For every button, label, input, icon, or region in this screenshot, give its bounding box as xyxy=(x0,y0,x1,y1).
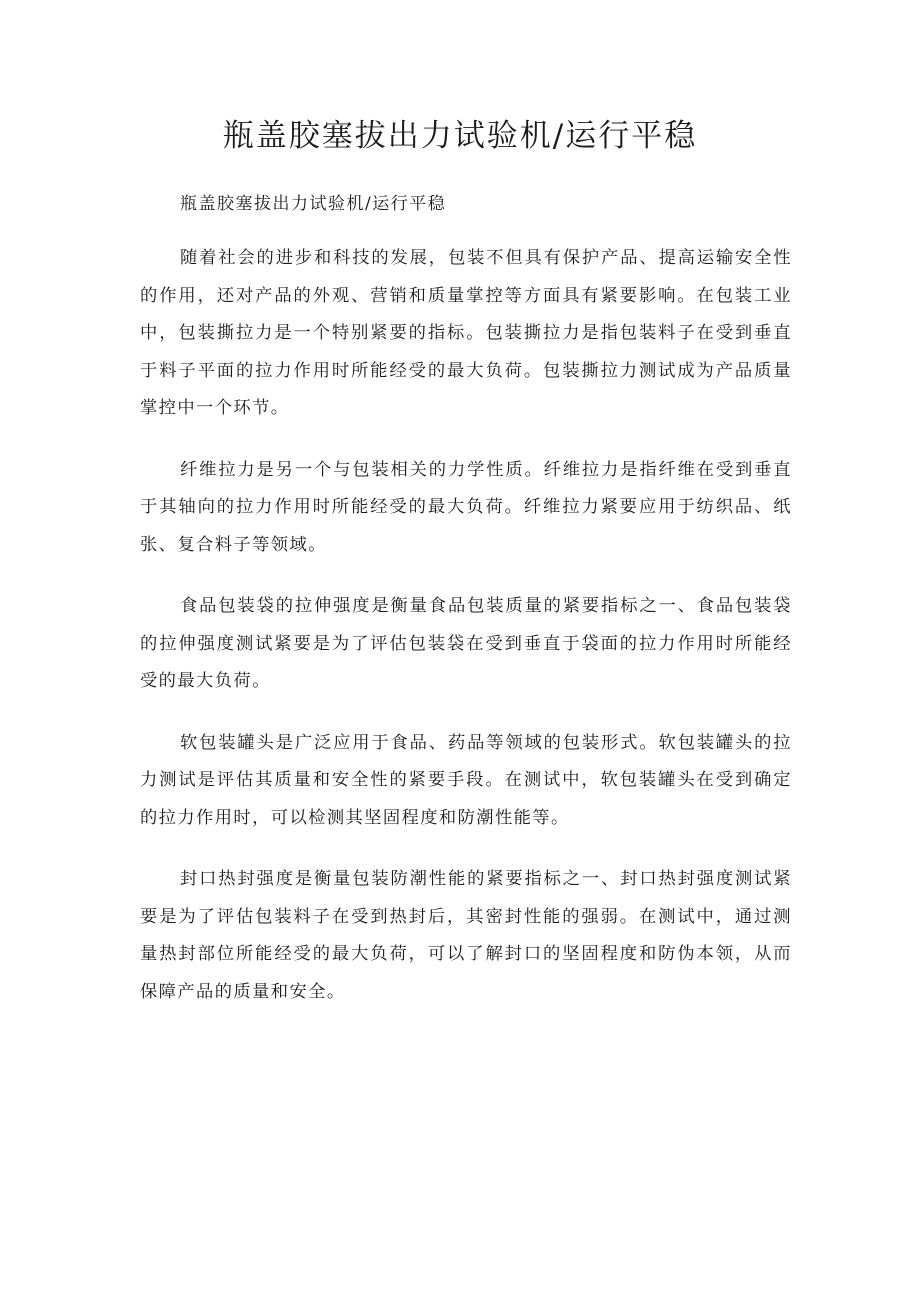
paragraph-5: 封口热封强度是衡量包装防潮性能的紧要指标之一、封口热封强度测试紧要是为了评估包装料子在受到热封后，其密封性能的强弱。在测试中，通过测量热封部位所能经受的最大负荷，可以了解封口的坚固程度和防伪本领，从而保障产品的质量和安全。 xyxy=(140,869,792,1002)
paragraph-3: 食品包装袋的拉伸强度是衡量食品包装质量的紧要指标之一、食品包装袋的拉伸强度测试紧要是为了评估包装袋在受到垂直于袋面的拉力作用时所能经受的最大负荷。 xyxy=(140,596,792,691)
paragraph-2: 纤维拉力是另一个与包装相关的力学性质。纤维拉力是指纤维在受到垂直于其轴向的拉力作用时所能经受的最大负荷。纤维拉力紧要应用于纺织品、纸张、复合料子等领域。 xyxy=(140,459,792,555)
document-body xyxy=(140,240,792,1035)
paragraph-4: 软包装罐头是广泛应用于食品、药品等领域的包装形式。软包装罐头的拉力测试是评估其质量和安全性的紧要手段。在测试中，软包装罐头在受到确定的拉力作用时，可以检测其坚固程度和防潮性能等。 xyxy=(140,732,792,828)
page-title: 瓶盖胶塞拔出力试验机/运行平稳 xyxy=(222,118,698,154)
paragraph-1: 随着社会的进步和科技的发展，包装不但具有保护产品、提高运输安全性的作用，还对产品的外观、营销和质量掌控等方面具有紧要影响。在包装工业中，包装撕拉力是一个特别紧要的指标。包装撕拉力是指包装料子在受到垂直于料子平面的拉力作用时所能经受的最大负荷。包装撕拉力测试成为产品质量掌控中一个环节。 xyxy=(140,248,792,418)
document-subtitle: 瓶盖胶塞拔出力试验机/运行平稳 xyxy=(180,194,447,214)
